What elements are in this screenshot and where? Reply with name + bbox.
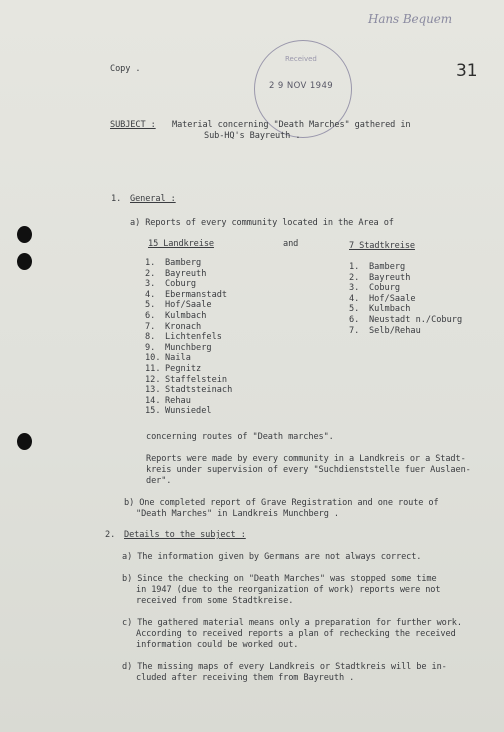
list-item-name: Wunsiedel [165, 406, 212, 417]
list-item-number: 9. [145, 342, 156, 353]
stadtkreise-heading: 7 Stadtkreise [349, 241, 415, 251]
section-1-a-intro: a) Reports of every community located in the Area of [130, 218, 394, 228]
list-item-name: Bamberg [369, 262, 406, 272]
list-item-name: Coburg [165, 279, 197, 290]
list-item [349, 315, 462, 326]
list-item-number: 1. [145, 258, 156, 268]
list-item-name: Ebermanstadt [165, 289, 228, 300]
list-item-name: Rehau [165, 395, 191, 406]
list-item-name: Bayreuth [165, 268, 207, 279]
list-item-number: 3. [349, 283, 360, 294]
page-number: 31 [456, 61, 478, 81]
section-2-b-line-3: received from some Stadtkreise. [136, 596, 294, 606]
section-2-a: a) The information given by Germans are not always correct. [122, 552, 422, 562]
list-item-name: Naila [165, 353, 191, 364]
stamp-date: 2 9 NOV 1949 [269, 81, 334, 91]
landkreise-heading: 15 Landkreise [148, 239, 214, 249]
list-item [145, 385, 232, 396]
list-item-name: Lichtenfels [165, 332, 222, 343]
list-item [349, 283, 462, 294]
list-item [349, 294, 462, 305]
and-word: and [283, 239, 299, 249]
punch-hole-middle [17, 253, 32, 270]
list-item-number: 2. [349, 272, 360, 283]
list-item-name: Kulmbach [165, 310, 207, 321]
list-item-name: Munchberg [165, 342, 212, 353]
list-item [145, 300, 232, 311]
list-item-number: 1. [349, 262, 360, 272]
list-item-name: Stadtsteinach [165, 385, 233, 396]
list-item-name: Kulmbach [369, 304, 411, 315]
list-item [145, 353, 232, 364]
list-item-name: Neustadt n./Coburg [369, 314, 463, 325]
list-item [145, 258, 232, 269]
list-item-number: 13. [145, 385, 161, 396]
list-item-name: Pegnitz [165, 363, 202, 374]
subject-line-2: Sub-HQ's Bayreuth . [204, 131, 301, 141]
list-item-number: 4. [349, 293, 360, 304]
subject-label: SUBJECT : [110, 120, 156, 130]
list-item [145, 269, 232, 280]
list-item [145, 343, 232, 354]
reports-line-1: Reports were made by every community in a Landkreis or a Stadt- [146, 454, 466, 464]
list-item [145, 279, 232, 290]
list-item-number: 10. [145, 353, 161, 364]
concerning-text: concerning routes of "Death marches". [146, 432, 334, 442]
section-1-b-line-2: "Death Marches" in Landkreis Munchberg . [136, 509, 339, 519]
stamp-top-text: Received [285, 55, 317, 63]
section-2-c-line-3: information could be worked out. [136, 640, 299, 650]
list-item [145, 364, 232, 375]
landkreise-list [145, 258, 232, 417]
list-item-number: 3. [145, 279, 156, 290]
punch-hole-bottom [17, 433, 32, 450]
section-2-b-line-1: b) Since the checking on "Death Marches" was stopped some time [122, 574, 437, 584]
section-2-number: 2. [105, 530, 116, 540]
list-item-number: 2. [145, 268, 156, 279]
list-item [349, 262, 462, 273]
section-2-d-line-2: cluded after receiving them from Bayreuth . [136, 673, 355, 683]
section-2-c-line-2: According to received reports a plan of rechecking the received [136, 629, 456, 639]
section-2-b-line-2: in 1947 (due to the reorganization of work) reports were not [136, 585, 441, 595]
copy-label: Copy . [110, 64, 141, 74]
list-item-number: 12. [145, 374, 161, 385]
list-item [145, 311, 232, 322]
list-item-name: Hof/Saale [369, 293, 416, 304]
list-item-name: Bamberg [165, 258, 202, 268]
section-1-b-line-1: b) One completed report of Grave Registration and one route of [124, 498, 439, 508]
list-item-number: 4. [145, 289, 156, 300]
reports-line-2: kreis under supervision of every "Suchdienststelle fuer Auslaen- [146, 465, 471, 475]
list-item-name: Staffelstein [165, 374, 228, 385]
list-item-name: Coburg [369, 283, 401, 294]
section-2-c-line-1: c) The gathered material means only a preparation for further work. [122, 618, 462, 628]
list-item-name: Bayreuth [369, 272, 411, 283]
list-item [145, 322, 232, 333]
list-item-number: 8. [145, 332, 156, 343]
stadtkreise-list [349, 262, 462, 336]
list-item-number: 5. [349, 304, 360, 315]
list-item-number: 11. [145, 363, 161, 374]
list-item [145, 396, 232, 407]
list-item-name: Selb/Rehau [369, 325, 421, 336]
list-item [145, 375, 232, 386]
list-item [145, 290, 232, 301]
handwritten-note: Hans Bequem [368, 12, 453, 26]
list-item-number: 15. [145, 406, 161, 417]
list-item-number: 7. [145, 321, 156, 332]
list-item [349, 304, 462, 315]
list-item-number: 6. [349, 314, 360, 325]
list-item [349, 273, 462, 284]
reports-line-3: der". [146, 476, 172, 486]
section-2-d-line-1: d) The missing maps of every Landkreis or Stadtkreis will be in- [122, 662, 447, 672]
list-item-name: Kronach [165, 321, 202, 332]
list-item-number: 14. [145, 395, 161, 406]
list-item-number: 5. [145, 300, 156, 311]
punch-hole-top [17, 226, 32, 243]
list-item-number: 7. [349, 325, 360, 336]
section-2-heading: Details to the subject : [124, 530, 246, 540]
list-item [145, 406, 232, 417]
list-item-name: Hof/Saale [165, 300, 212, 311]
list-item [349, 326, 462, 337]
list-item-number: 6. [145, 310, 156, 321]
section-1-number: 1. [111, 194, 122, 204]
section-1-heading: General : [130, 194, 176, 204]
list-item [145, 332, 232, 343]
subject-line-1: Material concerning "Death Marches" gathered in [172, 120, 411, 130]
